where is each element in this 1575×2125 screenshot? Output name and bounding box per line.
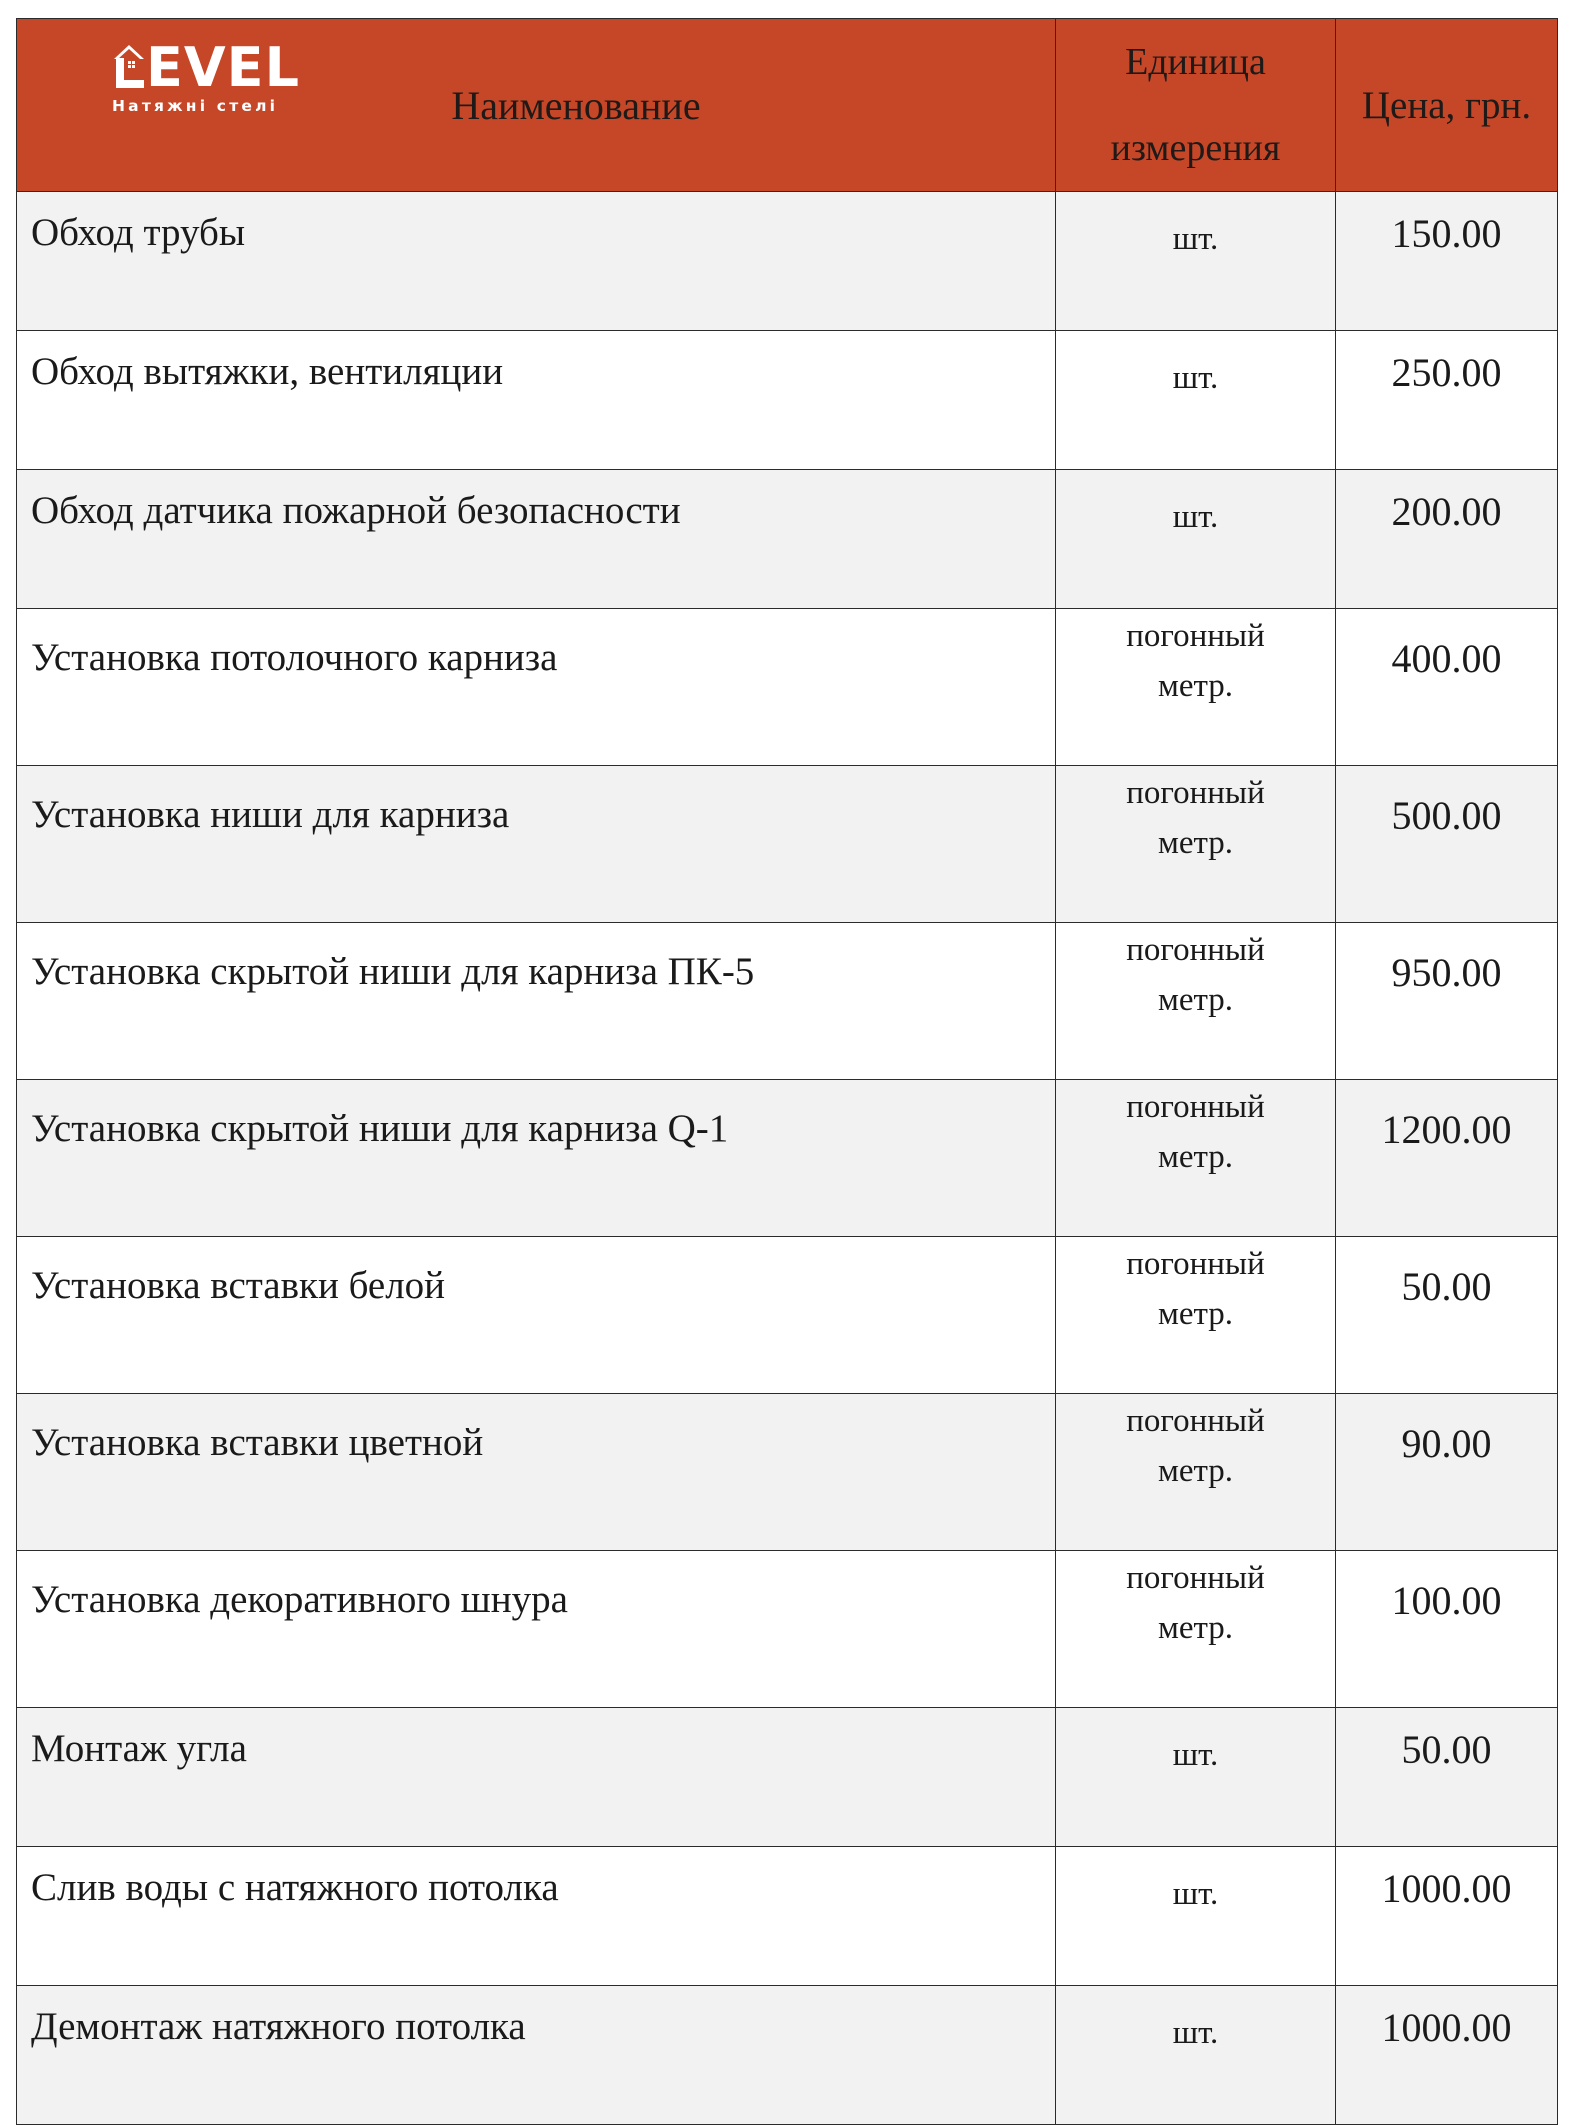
price-cell: 400.00: [1336, 609, 1558, 766]
unit-cell: [1056, 331, 1336, 470]
table-row: [17, 1394, 1558, 1551]
header-price-cell: Цена, грн.: [1336, 19, 1558, 192]
logo-tagline: Натяжні стелі: [112, 97, 279, 115]
unit-line1: шт.: [1172, 221, 1219, 257]
unit-cell: [1056, 1986, 1336, 2125]
service-name-cell: Установка декоративного шнура: [17, 1551, 1056, 1708]
table-row: [17, 923, 1558, 1080]
table-row: [17, 470, 1558, 609]
unit-line2: метр.: [1157, 668, 1234, 704]
price-cell: 50.00: [1336, 1708, 1558, 1847]
price-table: [16, 18, 1558, 2125]
service-name-cell: Установка вставки белой: [17, 1237, 1056, 1394]
unit-line1: погонный: [1126, 775, 1265, 811]
unit-line1: погонный: [1126, 1403, 1265, 1439]
unit-line2: метр.: [1157, 1139, 1234, 1175]
price-cell: 50.00: [1336, 1237, 1558, 1394]
service-name-cell: Демонтаж натяжного потолка: [17, 1986, 1056, 2125]
table-row: [17, 1551, 1558, 1708]
service-name-cell: Установка потолочного карниза: [17, 609, 1056, 766]
unit-line1: шт.: [1172, 1876, 1219, 1912]
unit-cell: [1056, 1080, 1336, 1237]
unit-cell: [1056, 1551, 1336, 1708]
service-name-cell: Установка вставки цветной: [17, 1394, 1056, 1551]
price-cell: 250.00: [1336, 331, 1558, 470]
table-header: [17, 19, 1558, 192]
unit-cell: [1056, 1847, 1336, 1986]
unit-line1: шт.: [1172, 360, 1219, 396]
service-name-cell: Установка скрытой ниши для карниза Q-1: [17, 1080, 1056, 1237]
price-cell: 200.00: [1336, 470, 1558, 609]
service-name-cell: Установка скрытой ниши для карниза ПК-5: [17, 923, 1056, 1080]
unit-line2: метр.: [1157, 1296, 1234, 1332]
header-unit-cell: [1056, 19, 1336, 192]
table-row: [17, 331, 1558, 470]
unit-cell: [1056, 766, 1336, 923]
unit-line1: погонный: [1126, 1246, 1265, 1282]
unit-cell: [1056, 192, 1336, 331]
unit-line2: метр.: [1157, 1610, 1234, 1646]
price-cell: 1000.00: [1336, 1986, 1558, 2125]
price-cell: 90.00: [1336, 1394, 1558, 1551]
header-name-label: Наименование: [451, 82, 701, 128]
table-body: [17, 192, 1558, 2125]
price-cell: 950.00: [1336, 923, 1558, 1080]
unit-line1: шт.: [1172, 1737, 1219, 1773]
unit-line1: погонный: [1126, 1560, 1265, 1596]
price-cell: 100.00: [1336, 1551, 1558, 1708]
unit-cell: [1056, 609, 1336, 766]
unit-line1: шт.: [1172, 2015, 1219, 2051]
table-row: [17, 1080, 1558, 1237]
table-row: [17, 766, 1558, 923]
unit-cell: [1056, 1394, 1336, 1551]
price-cell: 150.00: [1336, 192, 1558, 331]
table-row: [17, 192, 1558, 331]
unit-line2: метр.: [1157, 1453, 1234, 1489]
service-name-cell: Установка ниши для карниза: [17, 766, 1056, 923]
service-name-cell: Обход вытяжки, вентиляции: [17, 331, 1056, 470]
logo-wordmark: [112, 36, 300, 99]
logo-word-rest: EVEL: [146, 36, 300, 99]
house-icon: [112, 39, 146, 95]
price-cell: 1200.00: [1336, 1080, 1558, 1237]
service-name-cell: Монтаж угла: [17, 1708, 1056, 1847]
unit-line1: погонный: [1126, 1089, 1265, 1125]
unit-cell: [1056, 1708, 1336, 1847]
table-row: [17, 1847, 1558, 1986]
table-row: [17, 1986, 1558, 2125]
price-cell: 1000.00: [1336, 1847, 1558, 1986]
header-row: [17, 19, 1558, 192]
service-name-cell: Слив воды с натяжного потолка: [17, 1847, 1056, 1986]
unit-cell: [1056, 470, 1336, 609]
unit-line2: метр.: [1157, 982, 1234, 1018]
service-name-cell: Обход датчика пожарной безопасности: [17, 470, 1056, 609]
header-unit-line2: измерения: [1110, 127, 1281, 169]
price-cell: 500.00: [1336, 766, 1558, 923]
unit-line2: метр.: [1157, 825, 1234, 861]
unit-line1: погонный: [1126, 932, 1265, 968]
header-name-cell: [17, 19, 1056, 192]
unit-line1: шт.: [1172, 499, 1219, 535]
header-unit-line1: Единица: [1125, 41, 1266, 83]
unit-cell: [1056, 923, 1336, 1080]
unit-line1: погонный: [1126, 618, 1265, 654]
table-row: [17, 1237, 1558, 1394]
level-logo: [112, 36, 300, 115]
table-row: [17, 1708, 1558, 1847]
table-row: [17, 609, 1558, 766]
unit-cell: [1056, 1237, 1336, 1394]
service-name-cell: Обход трубы: [17, 192, 1056, 331]
